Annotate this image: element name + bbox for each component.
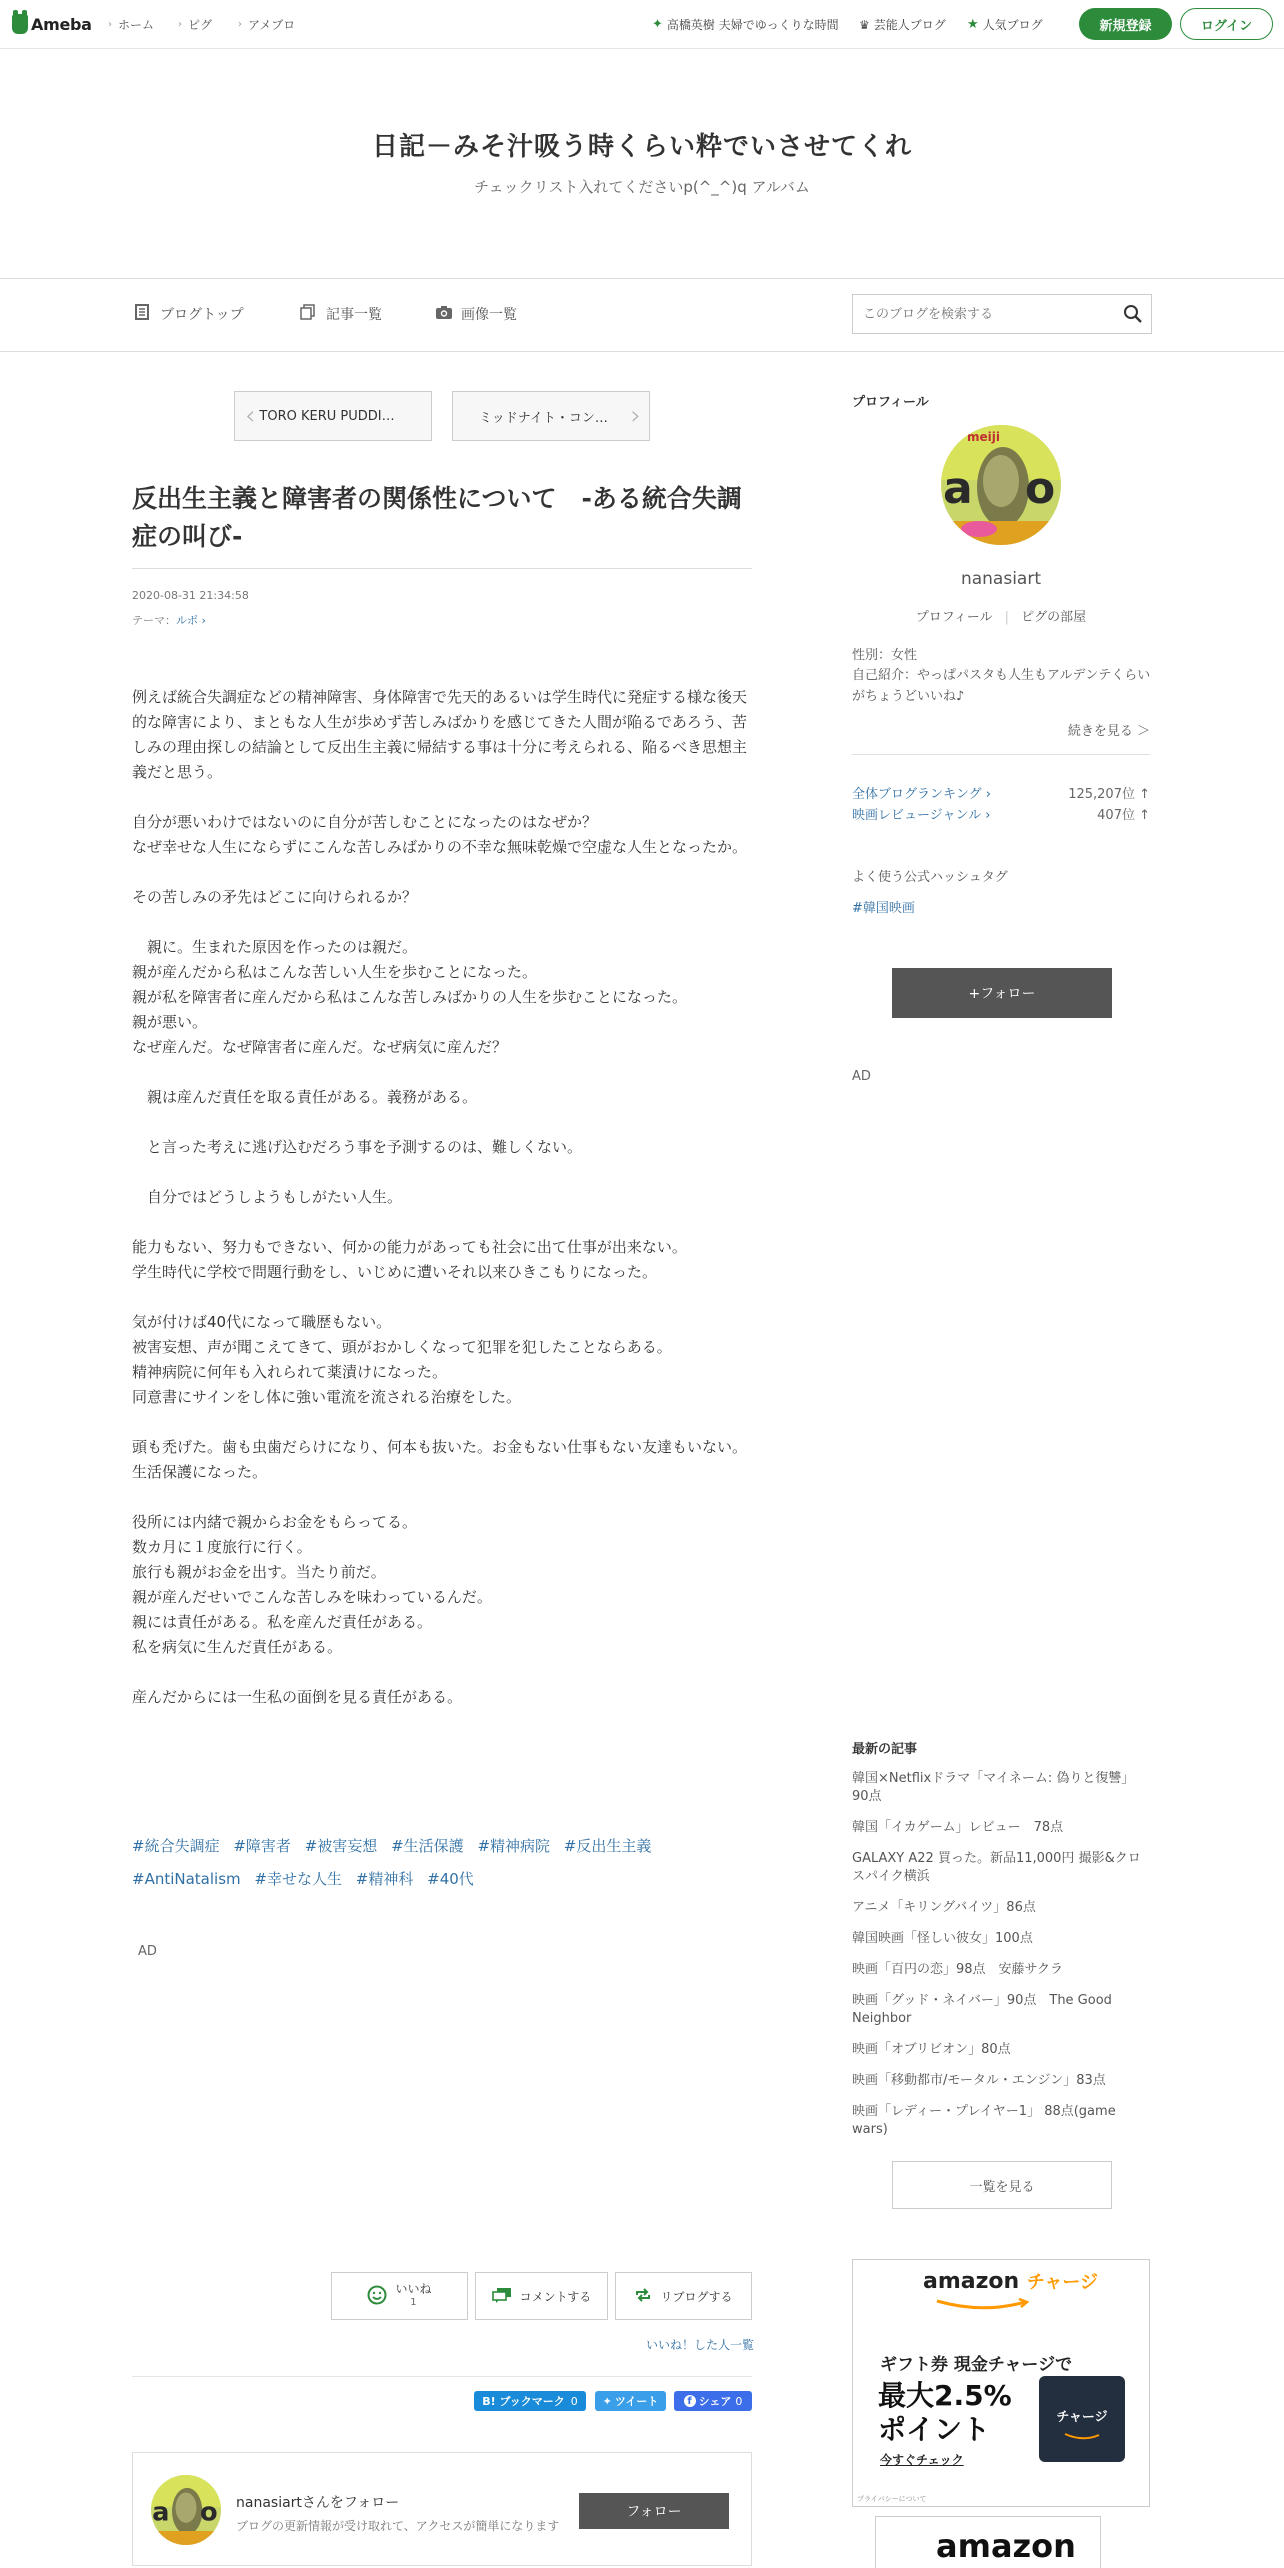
hashtag-link[interactable]: #被害妄想 — [304, 1837, 378, 1855]
hashtag-list — [132, 1830, 752, 1896]
nav-home[interactable]: › ホーム — [108, 18, 155, 32]
article-paragraph: 頭も禿げた。歯も虫歯だらけになり、何本も抜いた。お金もない仕事もない友達もいない。 生活保護になった。 — [132, 1438, 748, 1481]
chevron-right-icon: › — [238, 19, 242, 30]
svg-text:o: o — [200, 2497, 218, 2528]
article-paragraph: 例えば統合失調症などの精神障害、身体障害で先天的あるいは学生時代に発症する様な後天的な障害により、まともな人生が歩めず苦しみばかりを感じてきた人間が陥るであろう、苦しみの理由探しの結論として反出生主義に帰結する事は十分に考えられる、陥るべき思想主義だと思う。 — [132, 688, 748, 781]
hashtag-heading: よく使う公式ハッシュタグ — [852, 870, 1008, 885]
hashtag-link[interactable]: #幸せな人生 — [254, 1870, 342, 1888]
profile-gender: 性別：女性 — [852, 648, 918, 663]
read-more-link[interactable]: 続きを見る ＞ — [1067, 724, 1150, 739]
like-list-link[interactable]: いいね！した人一覧 — [646, 2338, 755, 2352]
blog-description: チェックリスト入れてくださいp(^_^)q アルバム — [474, 178, 810, 196]
nav-ameblo[interactable]: › アメブロ — [238, 18, 296, 32]
follow-button[interactable]: フォロー — [579, 2493, 729, 2529]
profile-name: nanasiart — [960, 569, 1042, 589]
comment-button[interactable]: コメントする — [475, 2272, 608, 2320]
follow-card — [132, 2452, 752, 2566]
tweet-button[interactable]: ✦ ツイート — [595, 2391, 666, 2411]
ad-line3: ポイント — [878, 2413, 991, 2446]
article-title[interactable]: 反出生主義と障害者の関係性について -ある統合失調症の叫び- — [132, 484, 742, 551]
ranking-genre-link[interactable]: 映画レビュージャンル › — [852, 808, 991, 823]
copy-icon — [300, 304, 316, 324]
crown-icon: ♛ — [859, 17, 870, 32]
svg-text:a: a — [152, 2497, 170, 2528]
divider — [132, 2376, 752, 2377]
profile-link[interactable]: プロフィール — [915, 610, 993, 625]
privacy-note: プライバシーについて — [857, 2495, 927, 2503]
recent-article-link[interactable]: 映画「百円の恋」98点 安藤サクラ — [852, 1962, 1064, 1977]
image-list-link[interactable]: 画像一覧 — [435, 304, 517, 324]
featured-blog-link[interactable]: ✦ 高橋英樹 夫婦でゆっくりな時間 — [652, 17, 839, 32]
register-button[interactable]: 新規登録 — [1079, 8, 1172, 40]
article-list-link[interactable]: 記事一覧 — [300, 304, 382, 324]
article-paragraph: 役所には内緒で親からお金をもらってる。 数カ月に１度旅行に行く。 旅行も親がお金を出す。当たり前だ。 親が産んだせいでこんな苦しみを味わっているんだ。 親には責任がある。私を産んだ責任がある。 私を病気に生んだ責任がある。 — [132, 1513, 492, 1656]
reblog-button[interactable]: リブログする — [615, 2272, 752, 2320]
sparkle-icon: ✦ — [652, 17, 663, 32]
article-theme: テーマ：ルポ › — [132, 614, 206, 627]
document-icon — [134, 304, 150, 324]
hashtag-link[interactable]: #精神病院 — [477, 1837, 551, 1855]
like-button[interactable] — [331, 2272, 468, 2320]
login-button[interactable]: ログイン — [1180, 8, 1273, 40]
global-header — [0, 0, 1284, 49]
camera-icon — [435, 305, 451, 324]
ameba-logo[interactable]: Ameba — [12, 12, 92, 36]
chevron-right-icon: › — [630, 401, 641, 431]
recent-article-link[interactable]: 韓国「イカゲーム」レビュー 78点 — [852, 1820, 1064, 1835]
amazon-logo: amazon チャージ — [923, 2269, 1098, 2294]
amazon-ad-2[interactable] — [875, 2516, 1101, 2568]
chevron-right-icon: › — [108, 19, 112, 30]
divider — [132, 568, 752, 569]
search-input[interactable] — [853, 295, 1113, 333]
article-paragraph: 自分が悪いわけではないのに自分が苦しむことになったのはなぜか？ なぜ幸せな人生にならずにこんな苦しみばかりの不幸な無味乾燥で空虚な人生となったか。 — [132, 813, 748, 856]
next-article-button[interactable]: ミッドナイト・コン… › — [452, 391, 650, 441]
amazon-smile-icon — [933, 2298, 1033, 2312]
follow-card-title: nanasiartさんをフォロー — [236, 2495, 400, 2511]
article-paragraph: 親に。生まれた原因を作ったのは親だ。 親が産んだから私はこんな苦しい人生を歩むことになった。 親が私を障害者に産んだから私はこんな苦しみばかりの人生を歩むことになった。 親が悪い。 なぜ産んだ。なぜ障害者に産んだ。なぜ病気に産んだ？ — [132, 938, 688, 1056]
profile-heading: プロフィール — [852, 395, 929, 410]
blog-title[interactable]: 日記－みそ汁吸う時くらい粋でいさせてくれ — [371, 132, 912, 162]
ad-label: AD — [852, 1069, 871, 1084]
recent-article-link[interactable]: 韓国×Netflixドラマ「マイネーム: 偽りと復讐」90点 — [852, 1771, 1135, 1804]
hashtag-link[interactable]: #統合失調症 — [132, 1837, 220, 1855]
theme-link[interactable]: ルポ › — [176, 614, 206, 627]
twitter-icon: ✦ — [602, 2394, 612, 2408]
hashtag-link[interactable]: #AntiNatalism — [132, 1870, 241, 1888]
recent-article-link[interactable]: 韓国映画「怪しい彼女」100点 — [852, 1931, 1033, 1946]
hashtag-link[interactable]: #精神科 — [355, 1870, 414, 1888]
gift-card-image: チャージ — [1039, 2376, 1125, 2462]
hashtag-link[interactable]: #障害者 — [233, 1837, 291, 1855]
svg-text:o: o — [1025, 463, 1056, 514]
ranking-overall: 全体ブログランキング › 125,207位 ↑ — [852, 783, 1150, 802]
ranking-genre: 映画レビュージャンル › 407位 ↑ — [852, 804, 1150, 823]
prev-article-button[interactable]: ‹ TORO KERU PUDDI… — [234, 391, 432, 441]
star-icon: ★ — [967, 17, 979, 32]
pigg-room-link[interactable]: ピグの部屋 — [1021, 610, 1087, 625]
recent-articles — [852, 1770, 1150, 2152]
chevron-right-icon: › — [178, 19, 182, 30]
separator: | — [1004, 610, 1010, 625]
blog-search — [852, 294, 1152, 334]
amazon-logo: amazon — [936, 2527, 1076, 2565]
article-paragraph: 気が付けば40代になって職歴もない。 被害妄想、声が聞こえてきて、頭がおかしくなって犯罪を犯したことならある。 精神病院に何年も入れられて薬漬けになった。 同意書にサインをし体に強い電流を流される治療をした。 — [132, 1313, 672, 1406]
amazon-ad[interactable] — [852, 2259, 1150, 2507]
chevron-left-icon: ‹ — [245, 401, 256, 431]
article-paragraph: 産んだからには一生私の面倒を見る責任がある。 — [132, 1688, 463, 1706]
recent-article-link[interactable]: アニメ「キリングバイツ」86点 — [852, 1900, 1036, 1915]
follow-button[interactable]: +フォロー — [892, 968, 1112, 1018]
recent-article-link[interactable]: 映画「グッド・ネイバー」90点 The Good Neighbor — [852, 1993, 1112, 2026]
profile-intro: 自己紹介：やっぱパスタも人生もアルデンテくらいがちょうどいいね♪ — [852, 668, 1151, 704]
ad-cta: 今すぐチェック — [880, 2453, 964, 2467]
article-date: 2020-08-31 21:34:58 — [132, 589, 249, 602]
facebook-share-button[interactable]: f シェア 0 — [674, 2391, 752, 2411]
ad-line2: 最大2.5% — [878, 2379, 1012, 2412]
recent-heading: 最新の記事 — [852, 1742, 918, 1757]
search-icon[interactable] — [1123, 304, 1143, 324]
like-count: 1 — [410, 2297, 417, 2308]
hatena-bookmark-button[interactable]: B! ブックマーク 0 — [474, 2391, 586, 2411]
ad-line1: ギフト券 現金チャージで — [880, 2355, 1073, 2375]
nav-pigg[interactable]: › ピグ — [178, 18, 213, 32]
comment-icon — [492, 2287, 512, 2306]
reblog-icon — [634, 2287, 652, 2306]
ameba-logo-icon — [12, 14, 28, 34]
blog-top-link[interactable]: ブログトップ — [134, 304, 244, 324]
hashtag-link[interactable]: #40代 — [427, 1870, 474, 1888]
article-paragraph: その苦しみの矛先はどこに向けられるか？ — [132, 888, 418, 906]
recent-article-link[interactable]: GALAXY A22 買った。新品11,000円 撮影&クロスパイク横浜 — [852, 1851, 1141, 1884]
ad-label: AD — [138, 1944, 157, 1959]
view-all-button[interactable]: 一覧を見る — [892, 2161, 1112, 2209]
svg-text:meiji: meiji — [967, 430, 1000, 444]
recent-article-link[interactable]: 映画「レディー・プレイヤー1」 88点(game wars) — [852, 2104, 1116, 2137]
ranking-overall-link[interactable]: 全体ブログランキング › — [852, 787, 991, 802]
popular-blog-link[interactable]: ★ 人気ブログ — [967, 17, 1043, 32]
hashtag-link[interactable]: #生活保護 — [391, 1837, 464, 1855]
article-paragraph: 能力もない、努力もできない、何かの能力があっても社会に出て仕事が出来ない。 学生時代に学校で問題行動をし、いじめに遭いそれ以来ひきこもりになった。 — [132, 1238, 687, 1281]
profile-links — [852, 606, 1150, 625]
article-paragraph: と言った考えに逃げ込むだろう事を予測するのは、難しくない。 — [132, 1138, 583, 1156]
divider — [852, 754, 1150, 755]
svg-text:a: a — [943, 463, 973, 514]
article-paragraph: 親は産んだ責任を取る責任がある。義務がある。 — [132, 1088, 478, 1106]
recent-article-link[interactable]: 映画「移動都市/モータル・エンジン」83点 — [852, 2073, 1106, 2088]
recent-article-link[interactable]: 映画「オブリビオン」80点 — [852, 2042, 1011, 2057]
hashtag-link[interactable]: #韓国映画 — [852, 901, 915, 916]
facebook-icon: f — [684, 2395, 696, 2407]
smile-icon — [367, 2285, 387, 2308]
avatar — [151, 2475, 221, 2545]
article-paragraph: 自分ではどうしようもしがたい人生。 — [132, 1188, 403, 1206]
hashtag-link[interactable]: #反出生主義 — [563, 1837, 652, 1855]
follow-card-description: ブログの更新情報が受け取れて、アクセスが簡単になります — [236, 2519, 560, 2533]
celebrity-blog-link[interactable]: ♛ 芸能人ブログ — [859, 17, 946, 32]
like-text: いいね 1 — [395, 2282, 432, 2308]
article-body — [132, 685, 752, 1735]
avatar[interactable] — [941, 425, 1061, 545]
